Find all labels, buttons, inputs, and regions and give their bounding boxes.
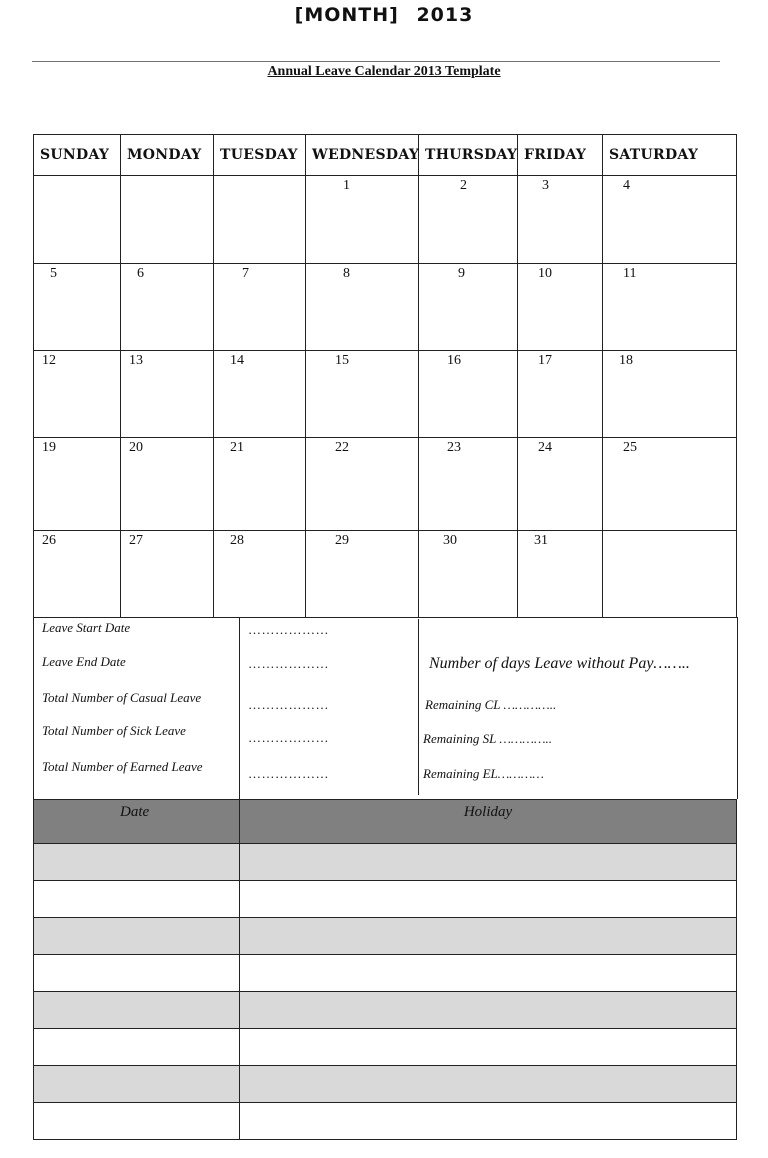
calendar-day-cell: 16: [419, 351, 518, 438]
calendar-week-row: [34, 351, 737, 438]
calendar-day-cell: 1: [306, 176, 419, 264]
document-subtitle: Annual Leave Calendar 2013 Template: [267, 64, 501, 79]
calendar-day-cell: 24: [518, 438, 603, 531]
weekday-sunday: SUNDAY: [34, 135, 121, 176]
calendar-day-cell: [214, 176, 306, 264]
calendar-day-cell: 17: [518, 351, 603, 438]
holiday-row: [34, 1029, 737, 1066]
holiday-row: [34, 955, 737, 992]
holiday-header-row: [34, 800, 737, 844]
leave-end-date-field[interactable]: ………………: [248, 656, 329, 671]
calendar-day-cell: 4: [603, 176, 737, 264]
calendar-day-cell: 3: [518, 176, 603, 264]
calendar-day-cell: 5: [34, 264, 121, 351]
holiday-date-cell[interactable]: [34, 1066, 240, 1103]
calendar-week-row: [34, 531, 737, 618]
calendar-day-cell: [121, 176, 214, 264]
holiday-name-cell[interactable]: [240, 955, 737, 992]
calendar-day-cell: 7: [214, 264, 306, 351]
calendar-day-cell: 22: [306, 438, 419, 531]
holiday-name-cell[interactable]: [240, 1103, 737, 1140]
holiday-date-cell[interactable]: [34, 1103, 240, 1140]
calendar-day-cell: 10: [518, 264, 603, 351]
calendar-day-cell: 2: [419, 176, 518, 264]
holiday-name-cell[interactable]: [240, 918, 737, 955]
weekday-header-row: [34, 135, 737, 176]
earned-leave-field[interactable]: ………………: [248, 766, 329, 781]
holiday-row: [34, 1066, 737, 1103]
remaining-el-label: Remaining EL…………: [423, 766, 544, 781]
calendar-day-cell: 31: [518, 531, 603, 618]
holiday-date-cell[interactable]: [34, 918, 240, 955]
holiday-name-cell[interactable]: [240, 1066, 737, 1103]
leave-summary-section: [33, 617, 738, 799]
casual-leave-field[interactable]: ………………: [248, 697, 329, 712]
leave-start-date-label: Leave Start Date: [42, 620, 131, 635]
holiday-name-cell[interactable]: [240, 992, 737, 1029]
calendar-day-cell: 29: [306, 531, 419, 618]
holiday-date-cell[interactable]: [34, 844, 240, 881]
page-title: [MONTH] 2013: [294, 4, 474, 26]
sick-leave-label: Total Number of Sick Leave: [42, 723, 186, 738]
calendar-week-row: [34, 264, 737, 351]
calendar-day-cell: 12: [34, 351, 121, 438]
leave-without-pay-label: Number of days Leave without Pay……..: [429, 655, 690, 672]
calendar-day-cell: 8: [306, 264, 419, 351]
calendar-day-cell: 25: [603, 438, 737, 531]
calendar-day-cell: 20: [121, 438, 214, 531]
calendar-day-cell: 19: [34, 438, 121, 531]
weekday-thursday: THURSDAY: [419, 135, 518, 176]
calendar-day-cell: 30: [419, 531, 518, 618]
calendar-grid: [33, 134, 737, 618]
calendar-week-row: [34, 176, 737, 264]
weekday-monday: MONDAY: [121, 135, 214, 176]
calendar-week-row: [34, 438, 737, 531]
leave-start-date-field[interactable]: ………………: [248, 622, 329, 637]
holiday-name-cell[interactable]: [240, 844, 737, 881]
holiday-name-cell[interactable]: [240, 881, 737, 918]
holiday-date-cell[interactable]: [34, 881, 240, 918]
calendar-day-cell: 6: [121, 264, 214, 351]
weekday-wednesday: WEDNESDAY: [306, 135, 419, 176]
weekday-friday: FRIDAY: [518, 135, 603, 176]
holiday-date-cell[interactable]: [34, 1029, 240, 1066]
holiday-date-cell[interactable]: [34, 955, 240, 992]
remaining-cl-label: Remaining CL …………..: [425, 697, 557, 712]
calendar-day-cell: 28: [214, 531, 306, 618]
weekday-saturday: SATURDAY: [603, 135, 737, 176]
calendar-day-cell: [603, 531, 737, 618]
leave-end-date-label: Leave End Date: [42, 654, 126, 669]
weekday-tuesday: TUESDAY: [214, 135, 306, 176]
calendar-day-cell: 13: [121, 351, 214, 438]
calendar-day-cell: 23: [419, 438, 518, 531]
holiday-column-header: Holiday: [240, 800, 737, 844]
casual-leave-label: Total Number of Casual Leave: [42, 690, 202, 705]
summary-divider: [418, 619, 419, 795]
holiday-row: [34, 881, 737, 918]
holiday-date-cell[interactable]: [34, 992, 240, 1029]
calendar-day-cell: 27: [121, 531, 214, 618]
sick-leave-field[interactable]: ………………: [248, 730, 329, 745]
holiday-table: [33, 799, 737, 1140]
holiday-row: [34, 1103, 737, 1140]
calendar-day-cell: 21: [214, 438, 306, 531]
calendar-day-cell: [34, 176, 121, 264]
calendar-day-cell: 15: [306, 351, 419, 438]
holiday-row: [34, 918, 737, 955]
calendar-day-cell: 26: [34, 531, 121, 618]
calendar-day-cell: 11: [603, 264, 737, 351]
calendar-day-cell: 14: [214, 351, 306, 438]
earned-leave-label: Total Number of Earned Leave: [42, 759, 203, 774]
calendar-day-cell: 9: [419, 264, 518, 351]
calendar-day-cell: 18: [603, 351, 737, 438]
holiday-name-cell[interactable]: [240, 1029, 737, 1066]
holiday-row: [34, 844, 737, 881]
title-divider: [32, 61, 720, 62]
summary-divider: [239, 617, 240, 799]
remaining-sl-label: Remaining SL …………..: [423, 731, 553, 746]
holiday-row: [34, 992, 737, 1029]
date-column-header: Date: [34, 800, 240, 844]
